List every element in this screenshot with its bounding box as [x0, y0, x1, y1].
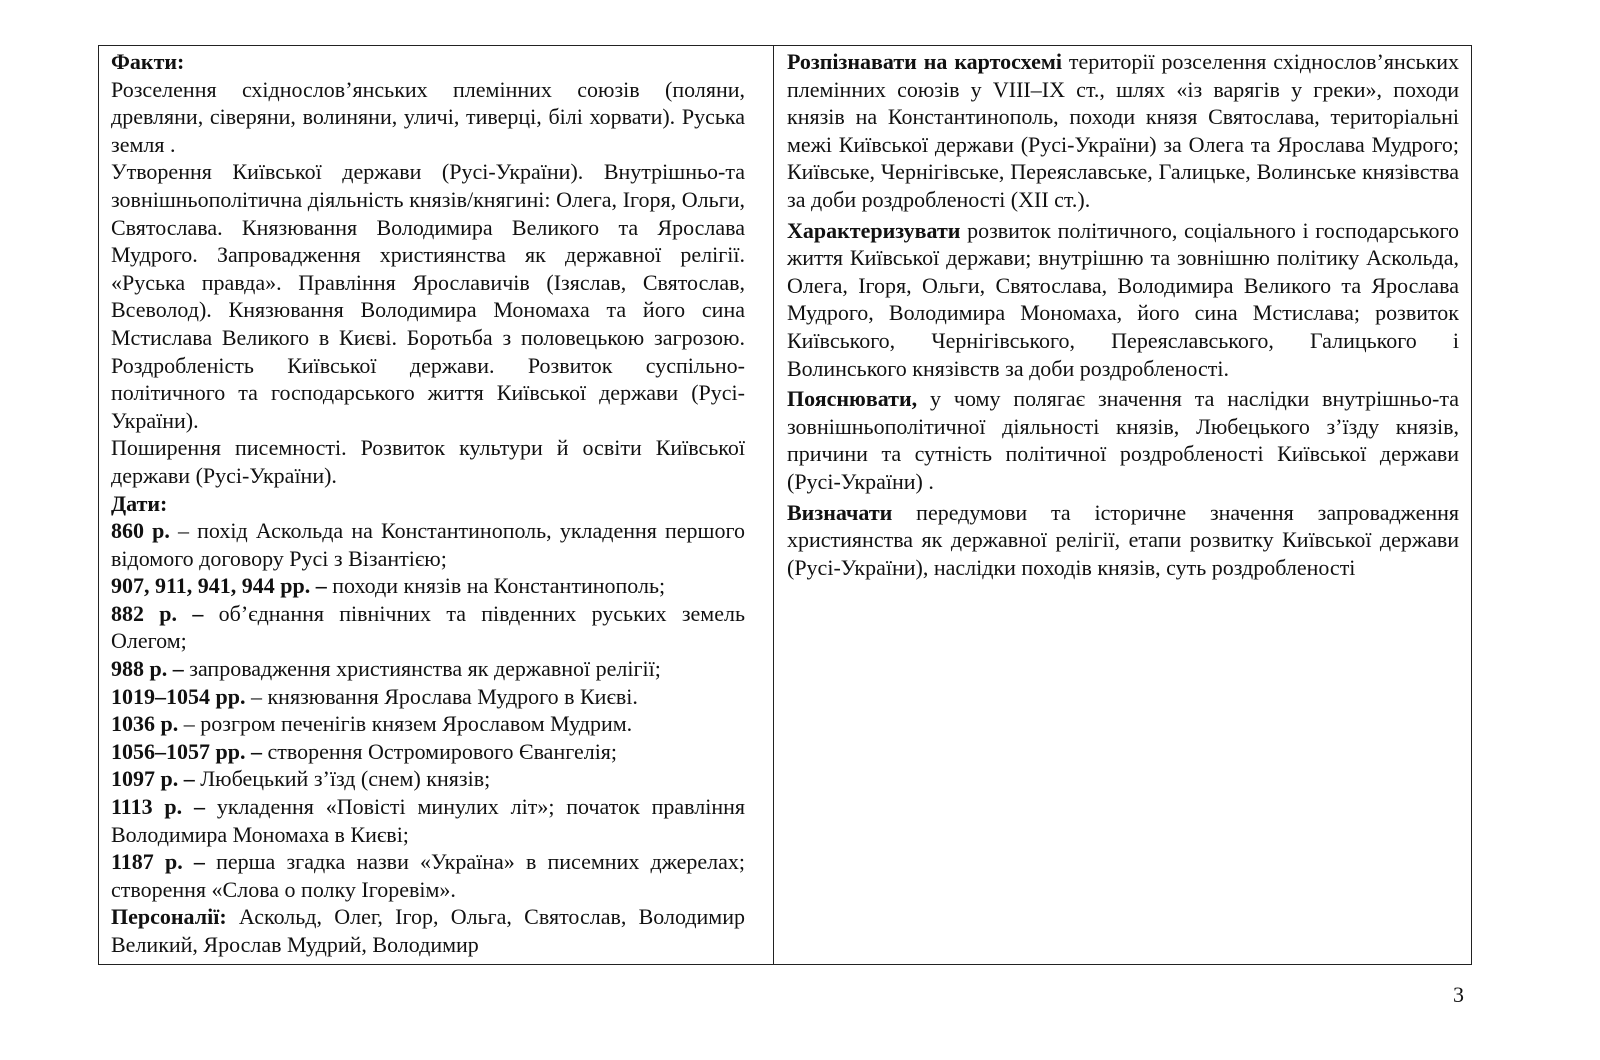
skill-item — [787, 217, 1459, 383]
skill-item — [787, 499, 1459, 582]
dates-heading: Дати: — [111, 490, 168, 516]
date-entry — [111, 793, 745, 848]
date-entry — [111, 738, 745, 766]
skill-heading: Пояснювати, — [787, 386, 918, 412]
skill-item — [787, 48, 1459, 214]
date-text: Любецький з’їзд (снем) князів; — [194, 766, 491, 792]
date-entry — [111, 655, 745, 683]
date-text: об’єднання північних та південних руських земель Олегом; — [111, 600, 745, 654]
skill-text: у чому полягає значення та наслідки внутрішньо-та зовнішньополітичної діяльності князів, Любецького з’їзду князів, причини та сутність політичної роздробленості Київської держави (Русі-України) . — [787, 386, 1459, 494]
skill-item — [787, 385, 1459, 495]
date-label: 988 р. – — [111, 656, 184, 682]
date-label: 1036 р. — [111, 711, 179, 737]
date-entry — [111, 572, 745, 600]
date-text: – похід Аскольда на Константинополь, укладення першого відомого договору Русі з Візантією; — [111, 518, 745, 571]
persons-entry — [111, 903, 745, 958]
date-label: 1019–1054 рр. — [111, 683, 246, 709]
date-text: – розгром печенігів князем Ярославом Мудрим. — [178, 711, 633, 737]
right-column — [774, 46, 1471, 964]
date-text: запровадження християнства як державної релігії; — [183, 656, 661, 682]
date-text: укладення «Повісті минулих літ»; початок правління Володимира Мономаха в Києві; — [111, 794, 745, 847]
date-entry — [111, 517, 745, 572]
skill-heading: Розпізнавати на картосхемі — [787, 49, 1062, 74]
skill-heading: Визначати — [787, 499, 893, 525]
skill-text: території розселення східнослов’янських племінних союзів у VIII–IX ст., шлях «із варягів у греки», походи князів на Константинополь, походи князя Святослава, територіальні межі Київської держави (Русі-України) за Олега та Ярослава Мудрого; Київське, Чернігівське, Переяславське, Галицьке, Волинське князівства за доби роздробленості (XII ст.). — [787, 49, 1459, 212]
date-entry — [111, 683, 745, 711]
date-text: походи князів на Константинополь; — [326, 573, 666, 599]
facts-paragraph: Розселення східнослов’янських племінних союзів (поляни, древляни, сіверяни, волиняни, уличі, тиверці, білі хорвати). Руська земля . — [111, 76, 745, 157]
date-label: 1187 р. – — [111, 849, 205, 875]
facts-paragraph: Поширення писемності. Розвиток культури й освіти Київської держави (Русі-України). — [111, 435, 745, 488]
skill-heading: Характеризувати — [787, 217, 961, 243]
date-text: перша згадка назви «Україна» в писемних джерелах; створення «Слова о полку Ігоревім». — [111, 849, 745, 902]
date-text: – князювання Ярослава Мудрого в Києві. — [245, 683, 638, 709]
date-label: 882 р. – — [111, 600, 204, 626]
date-label: 860 р. — [111, 518, 170, 544]
facts-heading: Факти: — [111, 49, 185, 74]
persons-text: Аскольд, Олег, Ігор, Ольга, Святослав, Володимир Великий, Ярослав Мудрий, Володимир — [111, 904, 745, 957]
date-entry — [111, 600, 745, 655]
content-table — [98, 45, 1472, 965]
date-text: створення Остромирового Євангелія; — [261, 738, 618, 764]
date-label: 907, 911, 941, 944 рр. – — [111, 573, 327, 599]
date-entry — [111, 848, 745, 903]
date-entry — [111, 765, 745, 793]
persons-heading: Персоналії: — [111, 904, 227, 930]
date-entry — [111, 710, 745, 738]
left-column — [99, 46, 774, 964]
page-number: 3 — [1453, 982, 1464, 1007]
date-label: 1056–1057 рр. – — [111, 738, 262, 764]
skill-text: розвиток політичного, соціального і господарського життя Київської держави; внутрішню та зовнішню політику Аскольда, Олега, Ігоря, Ольги, Святослава, Володимира Великого та Ярослава Мудрого, Володимира Мономаха, його сина Мстислава; розвиток Київського, Чернігівського, Переяславського, Галицького і Волинського князівств за доби роздробленості. — [787, 217, 1459, 381]
facts-paragraph: Утворення Київської держави (Русі-України). Внутрішньо-та зовнішньополітична діяльність князів/княгині: Олега, Ігоря, Ольги, Святослава. Князювання Володимира Великого та Ярослава Мудрого. Запровадження християнства як державної релігії. «Руська правда». Правління Ярославичів (Ізяслав, Святослав, Всеволод). Князювання Володимира Мономаха та його сина Мстислава Великого в Києві. Боротьба з половецькою загрозою. Роздробленість Київської держави. Розвиток суспільно-політичного та господарського життя Київської держави (Русі-України). — [111, 159, 745, 433]
date-label: 1097 р. – — [111, 766, 195, 792]
skill-text: передумови та історичне значення запровадження християнства як державної релігії, етапи розвитку Київської держави (Русі-України), наслідки походів князів, суть роздробленості — [787, 499, 1459, 580]
date-label: 1113 р. – — [111, 794, 206, 820]
